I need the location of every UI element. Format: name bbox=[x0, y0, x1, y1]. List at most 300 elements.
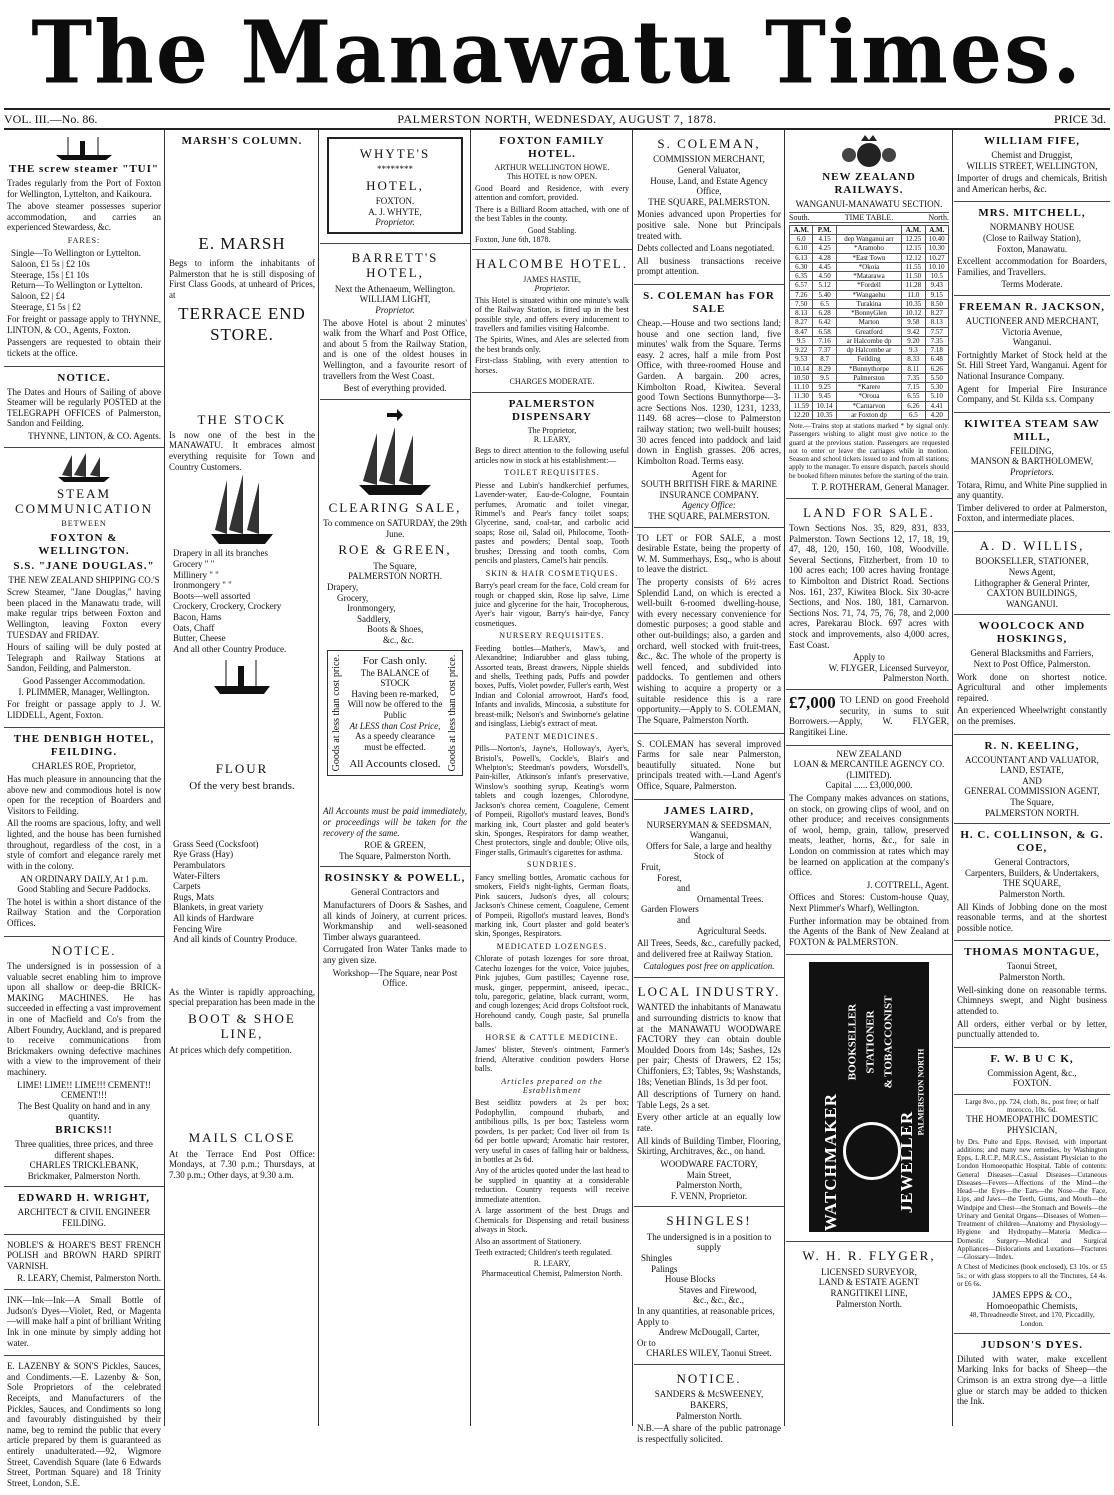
table-cell: Greatford bbox=[836, 327, 901, 336]
list-item: Blankets, in great variety bbox=[173, 902, 264, 913]
rail-tt: TIME TABLE. bbox=[844, 212, 894, 222]
list-item: Perambulators bbox=[173, 859, 225, 870]
rosinsky-body: Manufacturers of Doors & Sashes, and all kinds of Joinery, at current prices. Workmanship and well-seasoned Timber always guaranteed. bbox=[323, 900, 467, 942]
table-cell: *Wangaehu bbox=[836, 290, 901, 299]
homeo-chest: A Chest of Medicines (book enclosed), £3 10s. or £5 5s.; or with glass stoppers to all the Tinctures, £4 4s. or £6 6s. bbox=[957, 1263, 1107, 1288]
table-cell: 4.41 bbox=[925, 401, 948, 410]
barrett-prop: WILLIAM LIGHT, bbox=[359, 294, 431, 305]
watchmaker-emblem-advert bbox=[786, 955, 952, 1242]
sailing-ship-icon bbox=[54, 453, 114, 483]
denbigh-rooms: All the rooms are spacious, lofty, and well lighted, and the house has been furnished throughout, regardless of the cost, in a style of comfort and elegance rarely met with in the colony. bbox=[7, 818, 161, 871]
fife-st: WILLIS STREET, WELLINGTON, bbox=[966, 160, 1098, 171]
nz-loan-advert bbox=[786, 746, 952, 956]
table-cell: 10.30 bbox=[925, 244, 948, 253]
disp-body: Begs to direct attention to the following useful articles now in stock at his establishment:— bbox=[475, 446, 629, 465]
steam-hours: Hours of sailing will be duly posted at Telegraph and Railway Stations at Sandon, Feilding, and Palmerston. bbox=[7, 642, 161, 674]
list-item: Fencing Wire bbox=[173, 923, 222, 934]
laird-head: JAMES LAIRD, bbox=[663, 804, 755, 817]
winter-body: As the Winter is rapidly approaching, special preparation has been made in the bbox=[169, 986, 315, 1008]
collinson-advert bbox=[954, 824, 1110, 941]
table-cell: 11.28 bbox=[902, 281, 925, 290]
tui-title: THE screw steamer "TUI" bbox=[9, 163, 159, 175]
bricks: BRICKS!! bbox=[55, 1124, 113, 1137]
stationery: Also an assortment of Stationery. bbox=[475, 1236, 582, 1246]
steam-between: BETWEEN bbox=[61, 519, 107, 529]
nz-body: The Company makes advances on stations, on stock, on growing clips of wool, and on other produce; and receives consignments of wool, hemp, grain, tallow, preserved meats, leather, horns, &c., for sale in London on commission at rates which may be learned on application at the company's office. bbox=[789, 792, 949, 878]
table-cell: 6.5 bbox=[813, 299, 836, 308]
table-row bbox=[790, 244, 949, 253]
roe-list bbox=[323, 582, 467, 646]
fare-line: Steerage, £1 5s | £2 bbox=[11, 301, 82, 312]
steam-sign: I. PLIMMER, Manager, Wellington. bbox=[18, 686, 150, 697]
table-cell: 7.16 bbox=[813, 336, 836, 345]
mitchell-body: Excellent accommodation for Boarders, Families, and Travellers. bbox=[957, 256, 1107, 277]
foxton-hotel-advert bbox=[472, 130, 632, 250]
list-item: and bbox=[677, 883, 690, 894]
table-cell: *Karere bbox=[836, 383, 901, 392]
halcombe-charges: CHARGES MODERATE. bbox=[509, 377, 595, 387]
table-row bbox=[790, 410, 949, 419]
table-cell: 8.13 bbox=[790, 309, 813, 318]
collinson-trades: Carpenters, Builders, & Undertakers, bbox=[965, 867, 1099, 878]
patent-head: PATENT MEDICINES. bbox=[505, 731, 599, 741]
table-row bbox=[790, 327, 949, 336]
foxton-stabling: Good Stabling. bbox=[527, 225, 577, 235]
halcombe-head: HALCOMBE HOTEL. bbox=[475, 256, 629, 272]
table-cell: 8.27 bbox=[925, 309, 948, 318]
whyte-head: WHYTE'S bbox=[359, 146, 431, 161]
willis-head: A. D. WILLIS, bbox=[979, 538, 1085, 554]
table-cell: 10.40 bbox=[925, 235, 948, 244]
steam-company: THE NEW ZEALAND SHIPPING CO.'S bbox=[8, 574, 160, 585]
coleman-sq: THE SQUARE, PALMERSTON. bbox=[648, 196, 770, 207]
mitchell-advert bbox=[954, 202, 1110, 296]
foxton-prop: ARTHUR WELLINGTON HOWE. bbox=[494, 162, 610, 172]
fare-line: Single—To Wellington or Lyttelton. Saloon, £1 5s | £2 10s bbox=[11, 248, 141, 270]
notice-place: Palmerston North. bbox=[676, 1410, 742, 1421]
coleman-business: All business transactions receive prompt attention. bbox=[637, 255, 781, 277]
table-cell: Marton bbox=[836, 318, 901, 327]
table-row bbox=[790, 336, 949, 345]
kiwitea-prop: MANSON & BARTHOLOMEW, bbox=[970, 456, 1094, 467]
dispensary-advert bbox=[472, 393, 632, 1284]
laird-cat: Catalogues post free on application. bbox=[643, 961, 775, 972]
table-cell: 11.30 bbox=[790, 392, 813, 401]
table-cell: dep Wanganui arr bbox=[836, 235, 901, 244]
table-cell: 6.28 bbox=[813, 309, 836, 318]
homeo-price: Large 8vo., pp. 724, cloth, 8s., post free; or half morocco, 10s. 6d. bbox=[965, 1097, 1099, 1115]
list-item: Bacon, Hams bbox=[173, 611, 222, 622]
local-every: Every other article at an equally low rate. bbox=[637, 1112, 781, 1134]
shingles-or: Or to bbox=[637, 1337, 656, 1348]
table-cell: 9.5 bbox=[813, 373, 836, 382]
woolcock-next: Next to Post Office, Palmerston. bbox=[973, 659, 1091, 669]
table-row bbox=[790, 373, 949, 382]
wright-advert bbox=[4, 1187, 164, 1234]
rail-note: Note.—Trains stop at stations marked * by signal only. Passengers wishing to alight must give notice to the guard at the previous station. Passengers are requested not to enter or leave the carriages while in motion. Season and school tickets issued to and from all stations; apply to the manager. To ensure dispatch, parcels should be booked fifteen minutes before the starting of the train. bbox=[789, 422, 949, 480]
woodware-prop: F. VENN, Proprietor. bbox=[670, 1190, 748, 1201]
keeling-sq: The Square, bbox=[1010, 797, 1054, 808]
barrett-body: The above Hotel is about 2 minutes' walk from the Wharf and Post Office, and about 5 from the Railway Station, and is one of the oldest houses in Wellington, and a favourite resort of travellers from the West Coast. bbox=[323, 317, 467, 381]
table-cell: 8.27 bbox=[790, 318, 813, 327]
table-cell: 9.22 bbox=[790, 346, 813, 355]
flour-sub: Of the very best brands. bbox=[189, 779, 295, 792]
clearing-head: CLEARING SALE, bbox=[328, 499, 462, 515]
emblem-watchmaker: WATCHMAKER bbox=[820, 1093, 840, 1232]
rail-column-header: A.M. bbox=[902, 225, 925, 234]
ordinary-daily: AN ORDINARY DAILY, At 1 p.m. bbox=[19, 873, 149, 884]
rail-header-row bbox=[790, 225, 949, 234]
willis-advert bbox=[954, 532, 1110, 615]
fare-line: Return—To Wellington or Lyttelton. Saloon, £2 | £4 bbox=[11, 280, 143, 301]
laird-sub: NURSERYMAN & SEEDSMAN, bbox=[646, 819, 772, 830]
list-item: And all other Country Produce. bbox=[173, 643, 287, 654]
table-row bbox=[790, 299, 949, 308]
list-item: Drapery in all its branches bbox=[173, 548, 268, 559]
montague-body: Well-sinking done on reasonable terms. Chimneys swept, and Night business attended to. bbox=[957, 984, 1107, 1016]
list-item: and bbox=[677, 915, 690, 926]
table-cell: 4.50 bbox=[813, 272, 836, 281]
coleman-sub3: House, Land, and Estate Agency Office, bbox=[650, 175, 768, 197]
steam-freight: For freight or passage apply to J. W. LIDDELL, Agent, Foxton. bbox=[7, 699, 161, 720]
brick-notice bbox=[4, 937, 164, 1188]
list-item: Water-Filters bbox=[173, 870, 221, 881]
table-cell: 11.55 bbox=[902, 262, 925, 271]
montague-st: Taonui Street, bbox=[1006, 961, 1058, 972]
tui-passengers: Passengers are requested to obtain their tickets at the office. bbox=[7, 337, 161, 358]
fares-list bbox=[7, 248, 161, 312]
local-industry-advert bbox=[634, 978, 784, 1207]
kiwitea-timber: Timber delivered to order at Palmerston, Foxton, and intermediate places. bbox=[957, 502, 1107, 524]
table-cell: 9.3 bbox=[902, 346, 925, 355]
large-assortment: A large assortment of the best Drugs and Chemicals for Dispensing and retail business always in Stock. bbox=[475, 1206, 629, 1235]
steam-head: STEAM COMMUNICATION bbox=[15, 485, 153, 516]
kiwitea-prop2: Proprietors. bbox=[1010, 467, 1054, 478]
list-item: &c., &c., &c., bbox=[693, 1295, 744, 1306]
table-row bbox=[790, 346, 949, 355]
foxton-billiard: There is a Billiard Room attached, with one of the best Tables in the county. bbox=[475, 204, 629, 224]
any-articles: Any of the articles quoted under the last head to be supplied in quantity at a considerable reduction. Country requests will receive immediate attention. bbox=[475, 1166, 629, 1204]
flour-head: FLOUR bbox=[215, 761, 269, 777]
list-item: Shingles bbox=[641, 1252, 673, 1263]
sanders-notice bbox=[634, 1365, 784, 1451]
lime-sub: The Best Quality on hand and in any quantity. bbox=[17, 1100, 151, 1122]
coleman-body: Monies advanced upon Properties for positive sale. None but Principals treated with. bbox=[637, 209, 781, 241]
keeling-sub4: GENERAL COMMISSION AGENT, bbox=[964, 786, 1100, 797]
coleman-sub2: General Valuator, bbox=[677, 164, 741, 175]
table-cell: *Carnarvon bbox=[836, 401, 901, 410]
local-turnery: All descriptions of Turnery on hand. Table Legs, 2s a set. bbox=[637, 1089, 781, 1110]
column-4 bbox=[472, 130, 633, 1426]
willis-place: WANGANUI. bbox=[1006, 598, 1058, 609]
agent-for: Agent for bbox=[691, 468, 727, 479]
table-cell: 12.25 bbox=[902, 235, 925, 244]
steamship-icon bbox=[212, 656, 272, 696]
bricks-sign: CHARLES TRICKLEBANK, Brickmaker, Palmerston North. bbox=[27, 1160, 141, 1181]
woodware-place: Palmerston North, bbox=[676, 1180, 742, 1191]
table-cell: 8.11 bbox=[902, 364, 925, 373]
table-cell: 9.58 bbox=[902, 318, 925, 327]
kiwitea-advert bbox=[954, 413, 1110, 532]
emblem-stationer: STATIONER bbox=[864, 1010, 877, 1075]
kiwitea-body: Totara, Rimu, and White Pine supplied in any quantity. bbox=[957, 479, 1107, 501]
table-cell: 5.30 bbox=[925, 383, 948, 392]
list-item: Rye Grass (Hay) bbox=[173, 849, 234, 860]
local-body: WANTED the inhabitants of Manawatu and surrounding districts to know that at the MANAWATU WOODWARE FACTORY they can obtain double Moulded Doors from 14s; Sashes, 12s per pair; Chests of Drawers, £2 15s; Chiffoniers, £3; Tables, 9s; Washstands, 18s; Venetian Blinds, 1s 3d per foot. bbox=[637, 1002, 781, 1087]
wright-head: EDWARD H. WRIGHT, bbox=[17, 1192, 151, 1205]
keeling-sub3: AND bbox=[1022, 775, 1042, 786]
balance-c: Will now be offered to the bbox=[347, 699, 443, 710]
jackson-sub: AUCTIONEER AND MERCHANT, bbox=[965, 316, 1099, 326]
land-for-sale bbox=[786, 499, 952, 690]
table-cell: 5.50 bbox=[925, 373, 948, 382]
balance-b: Having been re-marked, bbox=[351, 688, 439, 699]
collinson-sub: General Contractors, bbox=[994, 857, 1070, 868]
mitchell-house: NORMANBY HOUSE bbox=[989, 222, 1075, 233]
kiwitea-place: FEILDING, bbox=[1010, 445, 1054, 456]
woolcock-sub: General Blacksmiths and Farriers, bbox=[970, 648, 1094, 659]
list-item: Millinery " " bbox=[173, 569, 219, 580]
steamship-icon bbox=[54, 135, 114, 161]
marsh-col-title: MARSH'S COLUMN. bbox=[181, 135, 303, 147]
keeling-head: R. N. KEELING, bbox=[984, 739, 1080, 752]
halcombe-prop2: Proprietor. bbox=[534, 284, 570, 294]
roe-place: PALMERSTON NORTH. bbox=[348, 571, 442, 582]
halcombe-body: This Hotel is situated within one minute's walk of the Railway Station, is fitted up in the best possible style, and offers every inducement to travellers and families visiting Halcombe. bbox=[475, 295, 629, 333]
rail-tt-row bbox=[789, 212, 949, 223]
denbigh-head: THE DENBIGH HOTEL, FEILDING. bbox=[13, 733, 155, 759]
volume-number: VOL. III.—No. 86. bbox=[4, 112, 98, 126]
table-cell: 4.45 bbox=[813, 262, 836, 271]
rosinsky-workshop: Workshop—The Square, near Post Office. bbox=[332, 967, 458, 989]
table-cell: 7.50 bbox=[790, 299, 813, 308]
steam-body: Screw Steamer, "Jane Douglas," having been placed in the Manawatu trade, will make regular trips between Foxton and Wellington, leaving Foxton every TUESDAY and FRIDAY. bbox=[7, 587, 161, 640]
barrett-sub: Next the Athenaeum, Wellington. bbox=[334, 283, 456, 294]
stock-body: Is now one of the best in the MANAWATU. It embraces almost everything requisite for Town and Country Customers. bbox=[169, 429, 315, 472]
denbigh-advert bbox=[4, 728, 164, 936]
nz-loan: LOAN & MERCANTILE AGENCY CO. (LIMITED). bbox=[793, 759, 945, 780]
flyger-sub: LICENSED SURVEYOR, bbox=[821, 1266, 917, 1277]
table-cell: Palmerston bbox=[836, 373, 901, 382]
boot-shoe-line: BOOT & SHOE LINE, bbox=[188, 1011, 296, 1042]
list-item: &c., &c. bbox=[383, 634, 414, 645]
table-cell: 6.35 bbox=[790, 272, 813, 281]
nz-offices: Offices and Stores: Custom-house Quay, Next Plimmer's Wharf), Wellington. bbox=[789, 892, 949, 914]
barrett-head: BARRETT'S HOTEL, bbox=[351, 250, 439, 281]
shingles-advert bbox=[634, 1207, 784, 1365]
homeo-head: THE HOMEOPATHIC DOMESTIC PHYSICIAN, bbox=[966, 1114, 1098, 1136]
denbigh-prop: CHARLES ROE, Proprietor, bbox=[31, 761, 137, 772]
roe-sign: ROE & GREEN, bbox=[364, 840, 426, 851]
emblem-place: PALMERSTON NORTH bbox=[916, 1049, 926, 1136]
coleman-sub: COMMISSION MERCHANT, bbox=[653, 154, 765, 165]
shingles-apply: Apply to bbox=[637, 1316, 669, 1327]
montague-head: THOMAS MONTAGUE, bbox=[964, 946, 1100, 959]
table-cell: 7.37 bbox=[813, 346, 836, 355]
table-cell: 9.43 bbox=[925, 281, 948, 290]
table-cell: 7.15 bbox=[902, 383, 925, 392]
whyte-sub: HOTEL, bbox=[366, 177, 424, 193]
table-cell: 10.14 bbox=[813, 401, 836, 410]
local-head: LOCAL INDUSTRY. bbox=[637, 984, 781, 1000]
rail-head: NEW ZEALAND RAILWAYS. bbox=[822, 171, 916, 196]
balance: The BALANCE of STOCK bbox=[360, 667, 430, 689]
balance-e: At LESS than Cost Price, bbox=[349, 720, 441, 731]
noble-sign: R. LEARY, Chemist, Palmerston North. bbox=[17, 1273, 161, 1284]
rosinsky-tanks: Corrugated Iron Water Tanks made to any given size. bbox=[323, 944, 467, 966]
notice-head: NOTICE. bbox=[676, 1371, 742, 1386]
barrett-best: Best of everything provided. bbox=[343, 383, 447, 394]
jackson-body: Fortnightly Market of Stock held at the St. Hill Street Yard, Wanganui. Agent for National Insurance Company. bbox=[957, 349, 1107, 382]
ink-advert bbox=[4, 1290, 164, 1356]
table-cell: 6.30 bbox=[790, 262, 813, 271]
flyger-head: W. H. R. FLYGER, bbox=[802, 1248, 936, 1264]
judson-head: JUDSON'S DYES. bbox=[980, 1338, 1084, 1351]
table-cell: 7.57 bbox=[925, 327, 948, 336]
medicated-body: Chlorate of potash lozenges for sore throat, Catechu lozenges for the voice, Voice jujubes, Pink jujubes, Gum pastilles; Cayenne rose, musk, ginger, peppermint, aniseed, ipecac., tolu, paregoric, gelatine, black currant, worm, and cough lozenges; Acid drops Coltsfoot rock, Horehound candy, Cough paste, Sal prunella balls. bbox=[475, 954, 629, 1030]
flyger-sub2: LAND & ESTATE AGENT bbox=[818, 1277, 920, 1288]
noble-body: NOBLE'S & HOARE'S BEST FRENCH POLISH and BROWN HARD SPIRIT VARNISH. bbox=[7, 1239, 161, 1271]
clearing-body: To commence on SATURDAY, the 29th June. bbox=[323, 518, 467, 539]
table-cell: 10.14 bbox=[790, 364, 813, 373]
land-head: LAND FOR SALE. bbox=[803, 504, 935, 520]
whyte-place: FOXTON. bbox=[375, 196, 415, 207]
rail-table-body bbox=[790, 235, 949, 420]
laird-place: Wanganui, bbox=[689, 830, 729, 841]
steam-advert bbox=[4, 448, 164, 729]
money-amount: £7,000 bbox=[789, 693, 836, 713]
table-cell: 4.28 bbox=[813, 253, 836, 262]
laird-advert bbox=[634, 800, 784, 979]
shingles-wiley: CHARLES WILEY, Taonui Street. bbox=[646, 1348, 772, 1359]
rosinsky-advert bbox=[320, 867, 470, 993]
table-row bbox=[790, 309, 949, 318]
emblem-tobacconist: & TOBACCONIST bbox=[882, 996, 895, 1089]
table-cell: 7.35 bbox=[925, 336, 948, 345]
table-cell: 12.15 bbox=[902, 244, 925, 253]
price: PRICE 3d. bbox=[1053, 112, 1106, 126]
denbigh-body: Has much pleasure in announcing that the above new and commodious hotel is now open for the reception of Boarders and Visitors to Feilding. bbox=[7, 774, 161, 816]
table-cell: 8.50 bbox=[925, 299, 948, 308]
collinson-head: H. C. COLLINSON, & G. COE, bbox=[960, 829, 1104, 855]
column-3 bbox=[320, 130, 471, 1426]
table-row bbox=[790, 272, 949, 281]
rail-north: North. bbox=[928, 212, 949, 222]
epps-addr: 48, Threadneedle Street, and 170, Piccadilly, London. bbox=[969, 1311, 1095, 1328]
homeopathic-advert bbox=[954, 1095, 1110, 1334]
woolcock-advert bbox=[954, 615, 1110, 734]
table-cell: Turakina bbox=[836, 299, 901, 308]
balance-d: Public bbox=[383, 710, 407, 720]
medicated-head: MEDICATED LOZENGES. bbox=[496, 941, 608, 951]
nz-further: Further information may be obtained from the Agents of the Bank of New Zealand at FOXTON & PALMERSTON. bbox=[789, 915, 949, 947]
shingles-head: SHINGLES! bbox=[666, 1213, 752, 1229]
masthead-title: The Manawatu Times. bbox=[31, 2, 1083, 104]
cash-box bbox=[327, 650, 463, 777]
table-cell: 12.12 bbox=[902, 253, 925, 262]
shingles-body: The undersigned is in a position to supply bbox=[646, 1231, 772, 1253]
table-cell: 6.57 bbox=[790, 281, 813, 290]
epps-head: JAMES EPPS & CO., bbox=[992, 1290, 1072, 1301]
rosinsky-sub: General Contractors and bbox=[351, 887, 439, 898]
cash-only: For Cash only. bbox=[362, 654, 428, 667]
table-cell: 11.50 bbox=[902, 272, 925, 281]
table-cell: ar Foxton dp bbox=[836, 410, 901, 419]
skin-body: Barry's pearl cream for the face, Cold cream for rough or chapped skin, Rose lip salve, Lime juice and glycerine for the hair, Trocopherous, Ayer's hair vigour, Barry's hair-dye, Fancy cosmetiques. bbox=[475, 581, 629, 628]
coleman-farms bbox=[634, 734, 784, 800]
fare-line: Steerage, 15s | £1 10s bbox=[11, 269, 90, 280]
flyger-place: Palmerston North. bbox=[836, 1298, 902, 1309]
woodware: WOODWARE FACTORY, bbox=[660, 1158, 758, 1169]
list-item: Staves and Firewood, bbox=[679, 1284, 757, 1295]
table-cell: 8.47 bbox=[790, 327, 813, 336]
disp-head: PALMERSTON DISPENSARY bbox=[508, 397, 596, 423]
homeo-body: by Drs. Pulte and Epps. Revised, with important additions; and many new remedies, by Washington Epps, L.R.C.P., M.R.C.S., Assistant Physician to the London Homoeopathic Hospital. Table of contents: General Diseases—Casual Diseases—Cutaneous Diseases—Fevers—Affections of the Mind—the Head—the Eyes—the Ears—the Nose—the Face, Lips, and Jaws—the Teeth, Gums, and Mouth—the Windpipe and Chest—the Stomach and Bowels—the Urinary and Genital Organs—Diseases of Women—Treatment of children—Anatomy and Physiology—Hygiene and Hydropathy—Materia Medica—Domestic Surgery—Medical and Surgical Appliances—Dislocations and Luxations—Fractures—Glossary—Index. bbox=[957, 1137, 1107, 1262]
jackson-head: FREEMAN R. JACKSON, bbox=[958, 301, 1106, 314]
steam-route: FOXTON & WELLINGTON. bbox=[38, 531, 130, 557]
steam-accom: Good Passenger Accommodation. bbox=[22, 676, 146, 687]
willis-litho: Lithographer & General Printer, bbox=[974, 577, 1090, 588]
halcombe-prop: JAMES HASTIE, bbox=[523, 274, 581, 284]
table-cell: 11.0 bbox=[902, 290, 925, 299]
table-row bbox=[790, 392, 949, 401]
notice2-head: NOTICE. bbox=[51, 942, 117, 958]
column-5 bbox=[634, 130, 785, 1444]
list-item: Ironmongery " " bbox=[173, 580, 232, 591]
lime: LIME! LIME!! LIME!!! CEMENT!! CEMENT!!! bbox=[17, 1079, 151, 1101]
table-row bbox=[790, 401, 949, 410]
skin-head: SKIN & HAIR COSMETIQUES. bbox=[485, 568, 619, 578]
masthead bbox=[0, 0, 1114, 108]
table-cell: 8.33 bbox=[902, 355, 925, 364]
bricks-sub: Three qualities, three prices, and three different shapes. bbox=[15, 1139, 153, 1160]
fares-head: FARES: bbox=[67, 236, 101, 246]
table-cell: ar Halcombe dp bbox=[836, 336, 901, 345]
halcombe-spirits: The Spirits, Wines, and Ales are selected from the best brands only. bbox=[475, 335, 629, 354]
list-item: Grass Seed (Cocksfoot) bbox=[173, 838, 259, 849]
sundries-body: Fancy smelling bottles, Aromatic cachous for smokers, Field's night-lights, German floats, Pink saucers, Judson's dyes, all colours; Jackson's Chinese cement, Coagulene, Cement of Pompeii, Rigollot's mustard leaves, Bond's marking ink, Court plaster and gold beater's skin, Sponges, Respirators. bbox=[475, 872, 629, 939]
list-item: Ironmongery, bbox=[347, 603, 396, 614]
wright-sub: ARCHITECT & CIVIL ENGINEER bbox=[17, 1207, 151, 1218]
rail-column-header: A.M. bbox=[925, 225, 948, 234]
willis-sub: BOOKSELLER, STATIONER, bbox=[975, 556, 1089, 567]
table-row bbox=[790, 355, 949, 364]
column-6 bbox=[786, 130, 953, 1426]
table-row bbox=[790, 281, 949, 290]
sailing-ship-icon bbox=[207, 474, 277, 546]
table-cell: 11.59 bbox=[790, 401, 813, 410]
list-item: Oats, Chaff bbox=[173, 622, 215, 633]
table-row bbox=[790, 383, 949, 392]
mails-head: MAILS CLOSE bbox=[188, 1130, 296, 1146]
barrett-advert bbox=[320, 244, 470, 400]
whyte-prop: A. J. WHYTE, bbox=[368, 206, 422, 217]
woolcock-wheel: An experienced Wheelwright constantly on the premises. bbox=[957, 705, 1107, 727]
notice-sign: THYNNE, LINTON, & CO. Agents. bbox=[28, 430, 161, 441]
steam-ship: S.S. "JANE DOUGLAS." bbox=[13, 559, 155, 572]
buck-advert bbox=[954, 1048, 1110, 1095]
list-item: Boots & Shoes, bbox=[367, 624, 424, 635]
horse-head: HORSE & CATTLE MEDICINE. bbox=[485, 1032, 619, 1042]
table-cell: dp Halcombe ar bbox=[836, 346, 901, 355]
money-advert bbox=[786, 690, 952, 745]
woolcock-head: WOOLCOCK AND HOSKINGS, bbox=[978, 620, 1086, 646]
table-cell: 11.10 bbox=[790, 383, 813, 392]
mitchell-place: Foxton, Manawatu. bbox=[996, 243, 1068, 254]
let-head: TO LET or FOR SALE, a most desirable Estate, being the property of W. M. Summerhays, Esq., who is about to leave the district. bbox=[637, 532, 781, 575]
roe-green: ROE & GREEN, bbox=[338, 542, 452, 558]
rail-column-header: P.M. bbox=[813, 225, 836, 234]
